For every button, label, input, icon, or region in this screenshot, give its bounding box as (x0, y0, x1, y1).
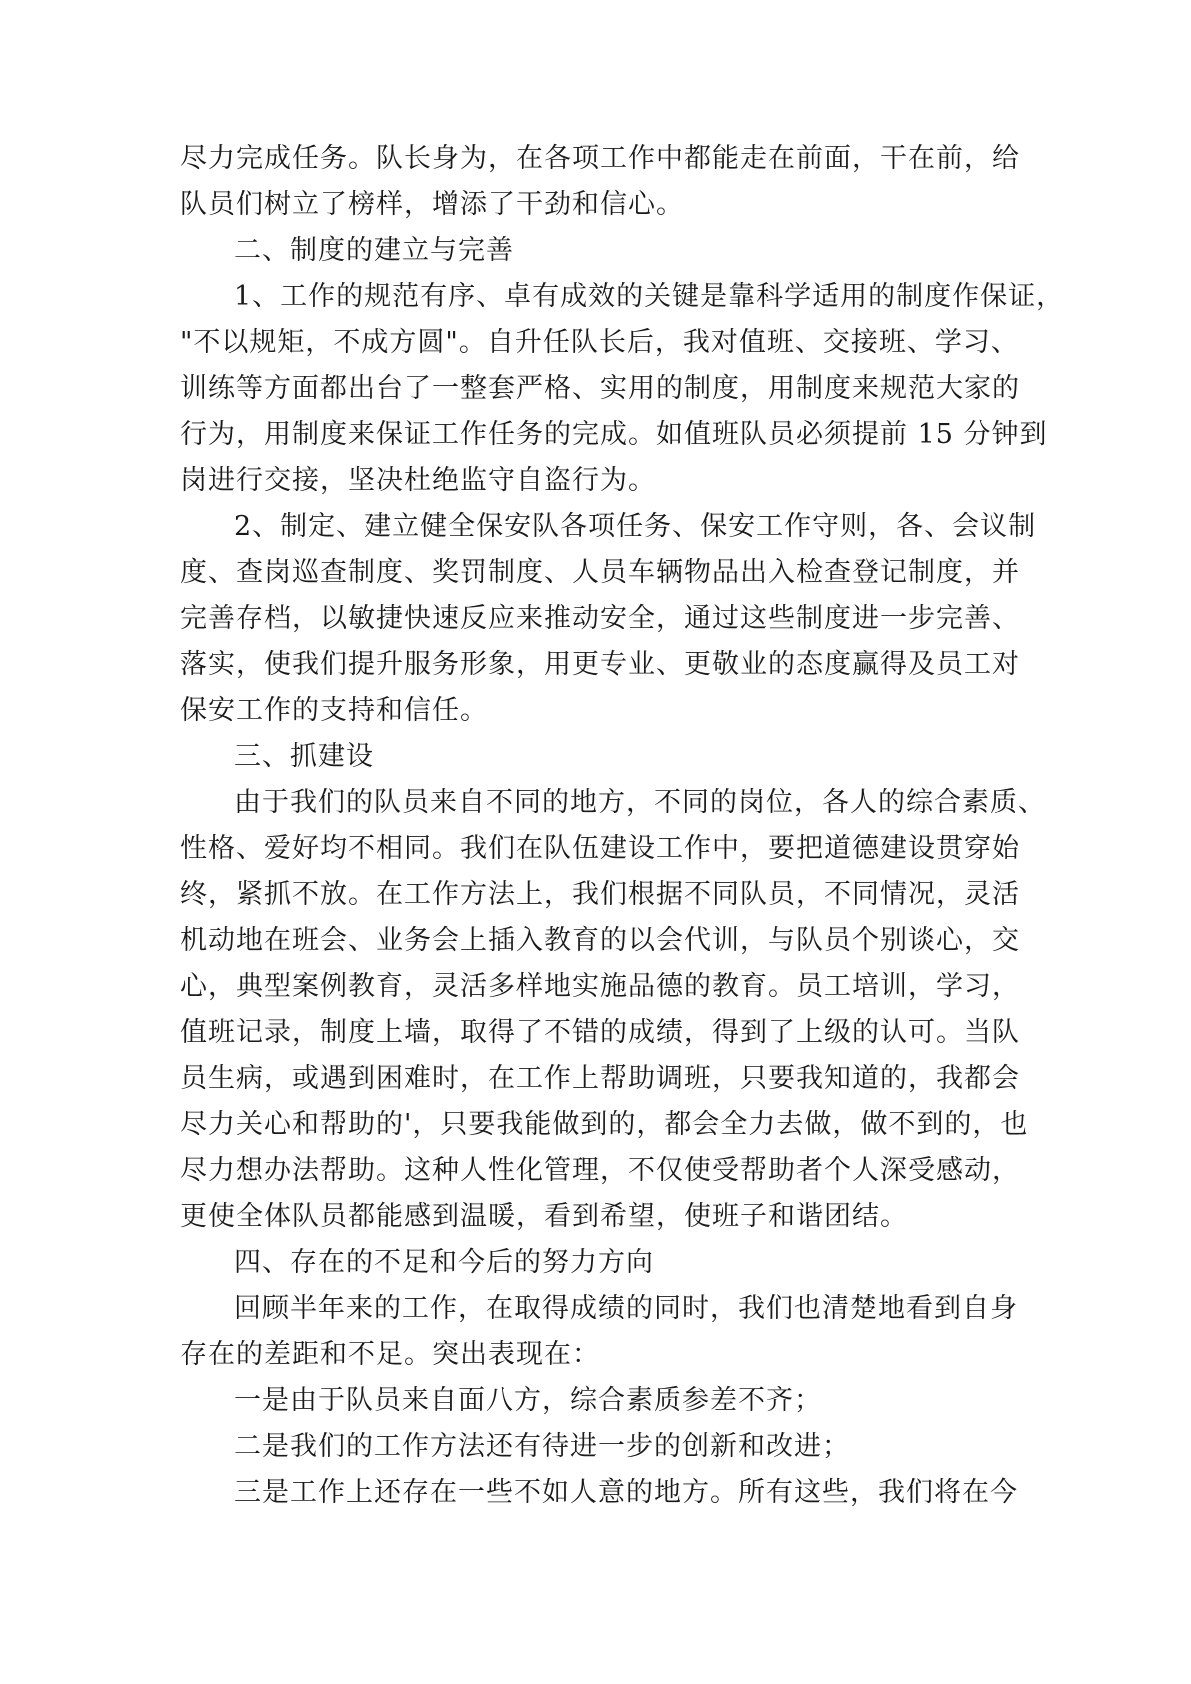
text-line: 存在的差距和不足。突出表现在： (180, 1339, 600, 1370)
text-line: 心，典型案例教育，灵活多样地实施品德的教育。员工培训，学习， (180, 971, 1020, 1002)
text-line: 终，紧抓不放。在工作方法上，我们根据不同队员，不同情况，灵活 (180, 879, 1020, 910)
text-line: 完善存档，以敏捷快速反应来推动安全，通过这些制度进一步完善、 (180, 603, 1020, 634)
section-heading: 三、抓建设 (234, 741, 374, 772)
text-line: 落实，使我们提升服务形象，用更专业、更敬业的态度赢得及员工对 (180, 649, 1020, 680)
text-line: 由于我们的队员来自不同的地方，不同的岗位，各人的综合素质、 (234, 787, 1046, 818)
text-line: 岗进行交接，坚决杜绝监守自盗行为。 (180, 465, 656, 496)
text-line: 值班记录，制度上墙，取得了不错的成绩，得到了上级的认可。当队 (180, 1017, 1020, 1048)
text-line: 度、查岗巡查制度、奖罚制度、人员车辆物品出入检查登记制度，并 (180, 557, 1020, 588)
section-heading: 二、制度的建立与完善 (234, 235, 514, 266)
text-line: 行为，用制度来保证工作任务的完成。如值班队员必须提前 15 分钟到 (180, 419, 1048, 450)
text-line: 保安工作的支持和信任。 (180, 695, 488, 726)
text-line: 性格、爱好均不相同。我们在队伍建设工作中，要把道德建设贯穿始 (180, 833, 1020, 864)
text-line: 训练等方面都出台了一整套严格、实用的制度，用制度来规范大家的 (180, 373, 1020, 404)
list-item: 二是我们的工作方法还有待进一步的创新和改进； (234, 1431, 850, 1462)
text-line: 回顾半年来的工作，在取得成绩的同时，我们也清楚地看到自身 (234, 1293, 1018, 1324)
text-line: 尽力完成任务。队长身为，在各项工作中都能走在前面，干在前，给 (180, 143, 1020, 174)
list-item: 一是由于队员来自面八方，综合素质参差不齐； (234, 1385, 822, 1416)
text-line: 员生病，或遇到困难时，在工作上帮助调班，只要我知道的，我都会 (180, 1063, 1020, 1094)
text-line: 尽力关心和帮助的'，只要我能做到的，都会全力去做，做不到的，也 (180, 1109, 1029, 1140)
document-body (180, 136, 1065, 1516)
text-line: 2、制定、建立健全保安队各项任务、保安工作守则，各、会议制 (234, 511, 1037, 542)
text-line: 1、工作的规范有序、卓有成效的关键是靠科学适用的制度作保证， (234, 281, 1065, 312)
text-line: "不以规矩，不成方圆"。自升任队长后，我对值班、交接班、学习、 (180, 327, 1019, 358)
section-heading: 四、存在的不足和今后的努力方向 (234, 1247, 654, 1278)
text-line: 机动地在班会、业务会上插入教育的以会代训，与队员个别谈心，交 (180, 925, 1020, 956)
list-item: 三是工作上还存在一些不如人意的地方。所有这些，我们将在今 (234, 1477, 1018, 1508)
text-line: 更使全体队员都能感到温暖，看到希望，使班子和谐团结。 (180, 1201, 908, 1232)
text-line: 尽力想办法帮助。这种人性化管理，不仅使受帮助者个人深受感动， (180, 1155, 1020, 1186)
text-line: 队员们树立了榜样，增添了干劲和信心。 (180, 189, 684, 220)
